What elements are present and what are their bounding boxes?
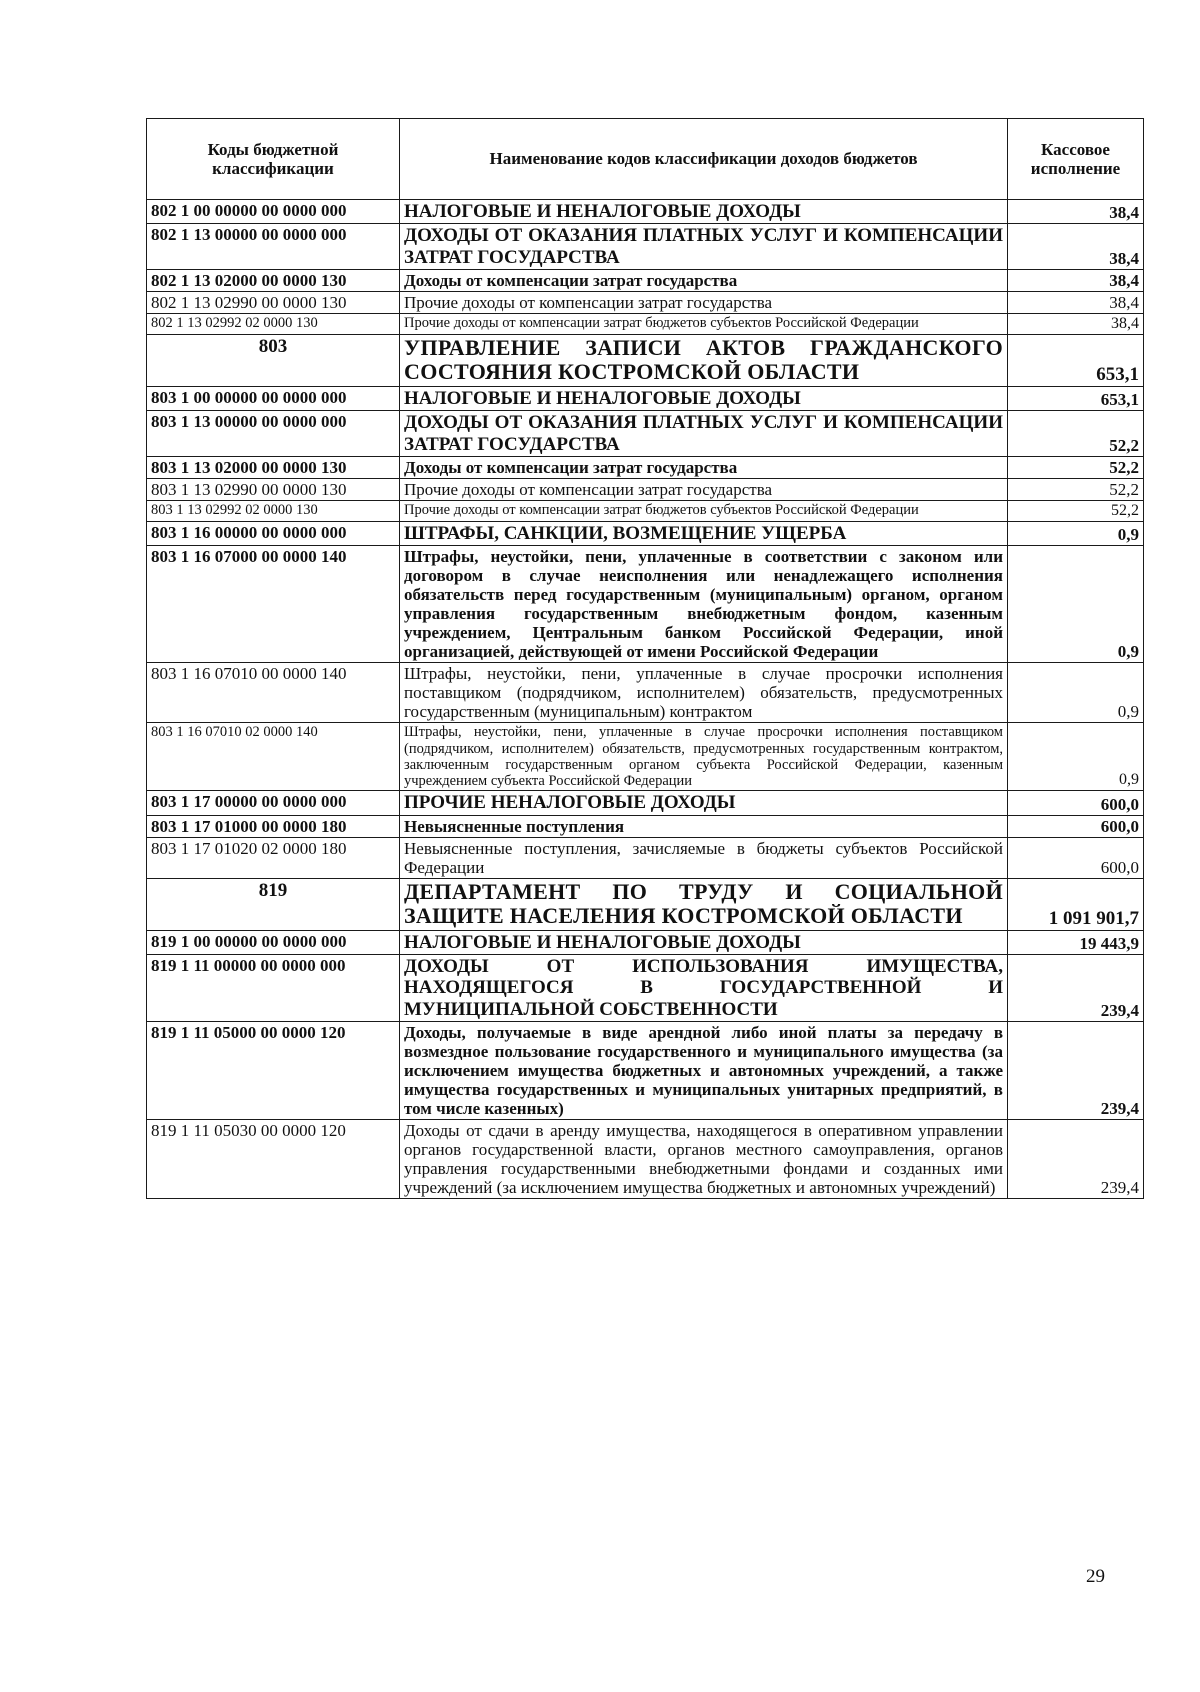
row-amount: 52,2 [1008,478,1144,500]
row-name: Штрафы, неустойки, пени, уплаченные в соответствии с законом или договором в случае неисполнения или ненадлежащего исполнения обязательств перед государственным (муниципальным) органом, органом управления государственным внебюджетным фондом, казенным учреждением, Центральным банком Российской Федерации, иной организацией, действующей от имени Российской Федерации [400,546,1008,663]
table-row [147,411,1144,457]
row-name: Прочие доходы от компенсации затрат государства [400,291,1008,313]
row-amount: 239,4 [1008,1021,1144,1119]
table-row [147,815,1144,837]
row-amount: 239,4 [1008,1120,1144,1199]
row-code: 819 [147,878,400,930]
row-amount: 52,2 [1008,456,1144,478]
row-name: Штрафы, неустойки, пени, уплаченные в случае просрочки исполнения поставщиком (подрядчиком, исполнителем) обязательств, предусмотренных государственным контрактом, заключенным государственным органом субъекта Российской Федерации, казенным учреждением субъекта Российской Федерации [400,723,1008,791]
table-row [147,837,1144,878]
table-row [147,955,1144,1022]
table-row [147,387,1144,411]
table-header-row [147,119,1144,200]
row-name: ДЕПАРТАМЕНТ ПО ТРУДУ И СОЦИАЛЬНОЙ ЗАЩИТЕ НАСЕЛЕНИЯ КОСТРОМСКОЙ ОБЛАСТИ [400,878,1008,930]
page-number: 29 [1086,1566,1105,1587]
row-amount: 38,4 [1008,224,1144,270]
table-row [147,521,1144,545]
header-amount: Кассовое исполнение [1008,119,1144,200]
row-name: Доходы от компенсации затрат государства [400,269,1008,291]
table-row [147,1021,1144,1119]
header-name: Наименование кодов классификации доходов бюджетов [400,119,1008,200]
row-amount: 653,1 [1008,387,1144,411]
row-code: 803 1 17 01020 02 0000 180 [147,837,400,878]
row-code: 802 1 00 00000 00 0000 000 [147,200,400,224]
table-row [147,200,1144,224]
budget-revenue-table [146,118,1144,1199]
row-code: 803 1 13 02992 02 0000 130 [147,500,400,521]
department-row [147,878,1144,930]
row-amount: 600,0 [1008,815,1144,837]
row-code: 802 1 13 02000 00 0000 130 [147,269,400,291]
row-amount: 52,2 [1008,500,1144,521]
row-code: 803 1 16 00000 00 0000 000 [147,521,400,545]
row-name: ПРОЧИЕ НЕНАЛОГОВЫЕ ДОХОДЫ [400,791,1008,815]
table-row [147,224,1144,270]
row-code: 803 1 17 00000 00 0000 000 [147,791,400,815]
row-amount: 0,9 [1008,723,1144,791]
row-code: 803 1 16 07010 00 0000 140 [147,663,400,723]
row-name: Невыясненные поступления, зачисляемые в бюджеты субъектов Российской Федерации [400,837,1008,878]
row-amount: 38,4 [1008,313,1144,334]
row-name: Доходы от компенсации затрат государства [400,456,1008,478]
row-amount: 38,4 [1008,291,1144,313]
row-code: 803 1 16 07010 02 0000 140 [147,723,400,791]
row-amount: 1 091 901,7 [1008,878,1144,930]
row-name: ШТРАФЫ, САНКЦИИ, ВОЗМЕЩЕНИЕ УЩЕРБА [400,521,1008,545]
row-code: 819 1 11 05000 00 0000 120 [147,1021,400,1119]
table-row [147,456,1144,478]
table-row [147,791,1144,815]
row-code: 802 1 13 02992 02 0000 130 [147,313,400,334]
row-code: 803 [147,334,400,386]
row-code: 803 1 13 02000 00 0000 130 [147,456,400,478]
row-code: 802 1 13 00000 00 0000 000 [147,224,400,270]
row-code: 819 1 00 00000 00 0000 000 [147,930,400,954]
row-amount: 19 443,9 [1008,930,1144,954]
row-code: 819 1 11 05030 00 0000 120 [147,1120,400,1199]
table-row [147,1120,1144,1199]
row-amount: 52,2 [1008,411,1144,457]
row-name: Доходы, получаемые в виде арендной либо иной платы за передачу в возмездное пользование государственного и муниципального имущества (за исключением имущества бюджетных и автономных учреждений, а также имущества государственных и муниципальных унитарных предприятий, в том числе казенных) [400,1021,1008,1119]
row-code: 803 1 13 00000 00 0000 000 [147,411,400,457]
table-body [147,200,1144,1199]
row-code: 803 1 00 00000 00 0000 000 [147,387,400,411]
row-code: 803 1 13 02990 00 0000 130 [147,478,400,500]
table-row [147,546,1144,663]
row-code: 819 1 11 00000 00 0000 000 [147,955,400,1022]
row-code: 802 1 13 02990 00 0000 130 [147,291,400,313]
row-name: НАЛОГОВЫЕ И НЕНАЛОГОВЫЕ ДОХОДЫ [400,200,1008,224]
row-name: НАЛОГОВЫЕ И НЕНАЛОГОВЫЕ ДОХОДЫ [400,930,1008,954]
table-row [147,269,1144,291]
table-row [147,930,1144,954]
row-amount: 0,9 [1008,521,1144,545]
table-row [147,723,1144,791]
row-amount: 38,4 [1008,269,1144,291]
row-name: ДОХОДЫ ОТ ИСПОЛЬЗОВАНИЯ ИМУЩЕСТВА, НАХОДЯЩЕГОСЯ В ГОСУДАРСТВЕННОЙ И МУНИЦИПАЛЬНОЙ СОБСТВЕННОСТИ [400,955,1008,1022]
row-amount: 239,4 [1008,955,1144,1022]
row-name: Прочие доходы от компенсации затрат государства [400,478,1008,500]
table-row [147,663,1144,723]
row-amount: 653,1 [1008,334,1144,386]
table-row [147,313,1144,334]
row-name: Прочие доходы от компенсации затрат бюджетов субъектов Российской Федерации [400,313,1008,334]
row-name: ДОХОДЫ ОТ ОКАЗАНИЯ ПЛАТНЫХ УСЛУГ И КОМПЕНСАЦИИ ЗАТРАТ ГОСУДАРСТВА [400,224,1008,270]
row-code: 803 1 16 07000 00 0000 140 [147,546,400,663]
row-name: Доходы от сдачи в аренду имущества, находящегося в оперативном управлении органов государственной власти, органов местного самоуправления, органов управления государственными внебюджетными фондами и созданных ими учреждений (за исключением имущества бюджетных и автономных учреждений) [400,1120,1008,1199]
table-row [147,291,1144,313]
header-code: Коды бюджетной классификации [147,119,400,200]
row-amount: 0,9 [1008,663,1144,723]
row-amount: 600,0 [1008,837,1144,878]
row-amount: 38,4 [1008,200,1144,224]
department-row [147,334,1144,386]
table-row [147,478,1144,500]
row-name: Прочие доходы от компенсации затрат бюджетов субъектов Российской Федерации [400,500,1008,521]
row-name: НАЛОГОВЫЕ И НЕНАЛОГОВЫЕ ДОХОДЫ [400,387,1008,411]
row-code: 803 1 17 01000 00 0000 180 [147,815,400,837]
table-row [147,500,1144,521]
row-amount: 0,9 [1008,546,1144,663]
row-name: ДОХОДЫ ОТ ОКАЗАНИЯ ПЛАТНЫХ УСЛУГ И КОМПЕНСАЦИИ ЗАТРАТ ГОСУДАРСТВА [400,411,1008,457]
row-name: Штрафы, неустойки, пени, уплаченные в случае просрочки исполнения поставщиком (подрядчиком, исполнителем) обязательств, предусмотренных государственным (муниципальным) контрактом [400,663,1008,723]
row-name: УПРАВЛЕНИЕ ЗАПИСИ АКТОВ ГРАЖДАНСКОГО СОСТОЯНИЯ КОСТРОМСКОЙ ОБЛАСТИ [400,334,1008,386]
row-name: Невыясненные поступления [400,815,1008,837]
row-amount: 600,0 [1008,791,1144,815]
